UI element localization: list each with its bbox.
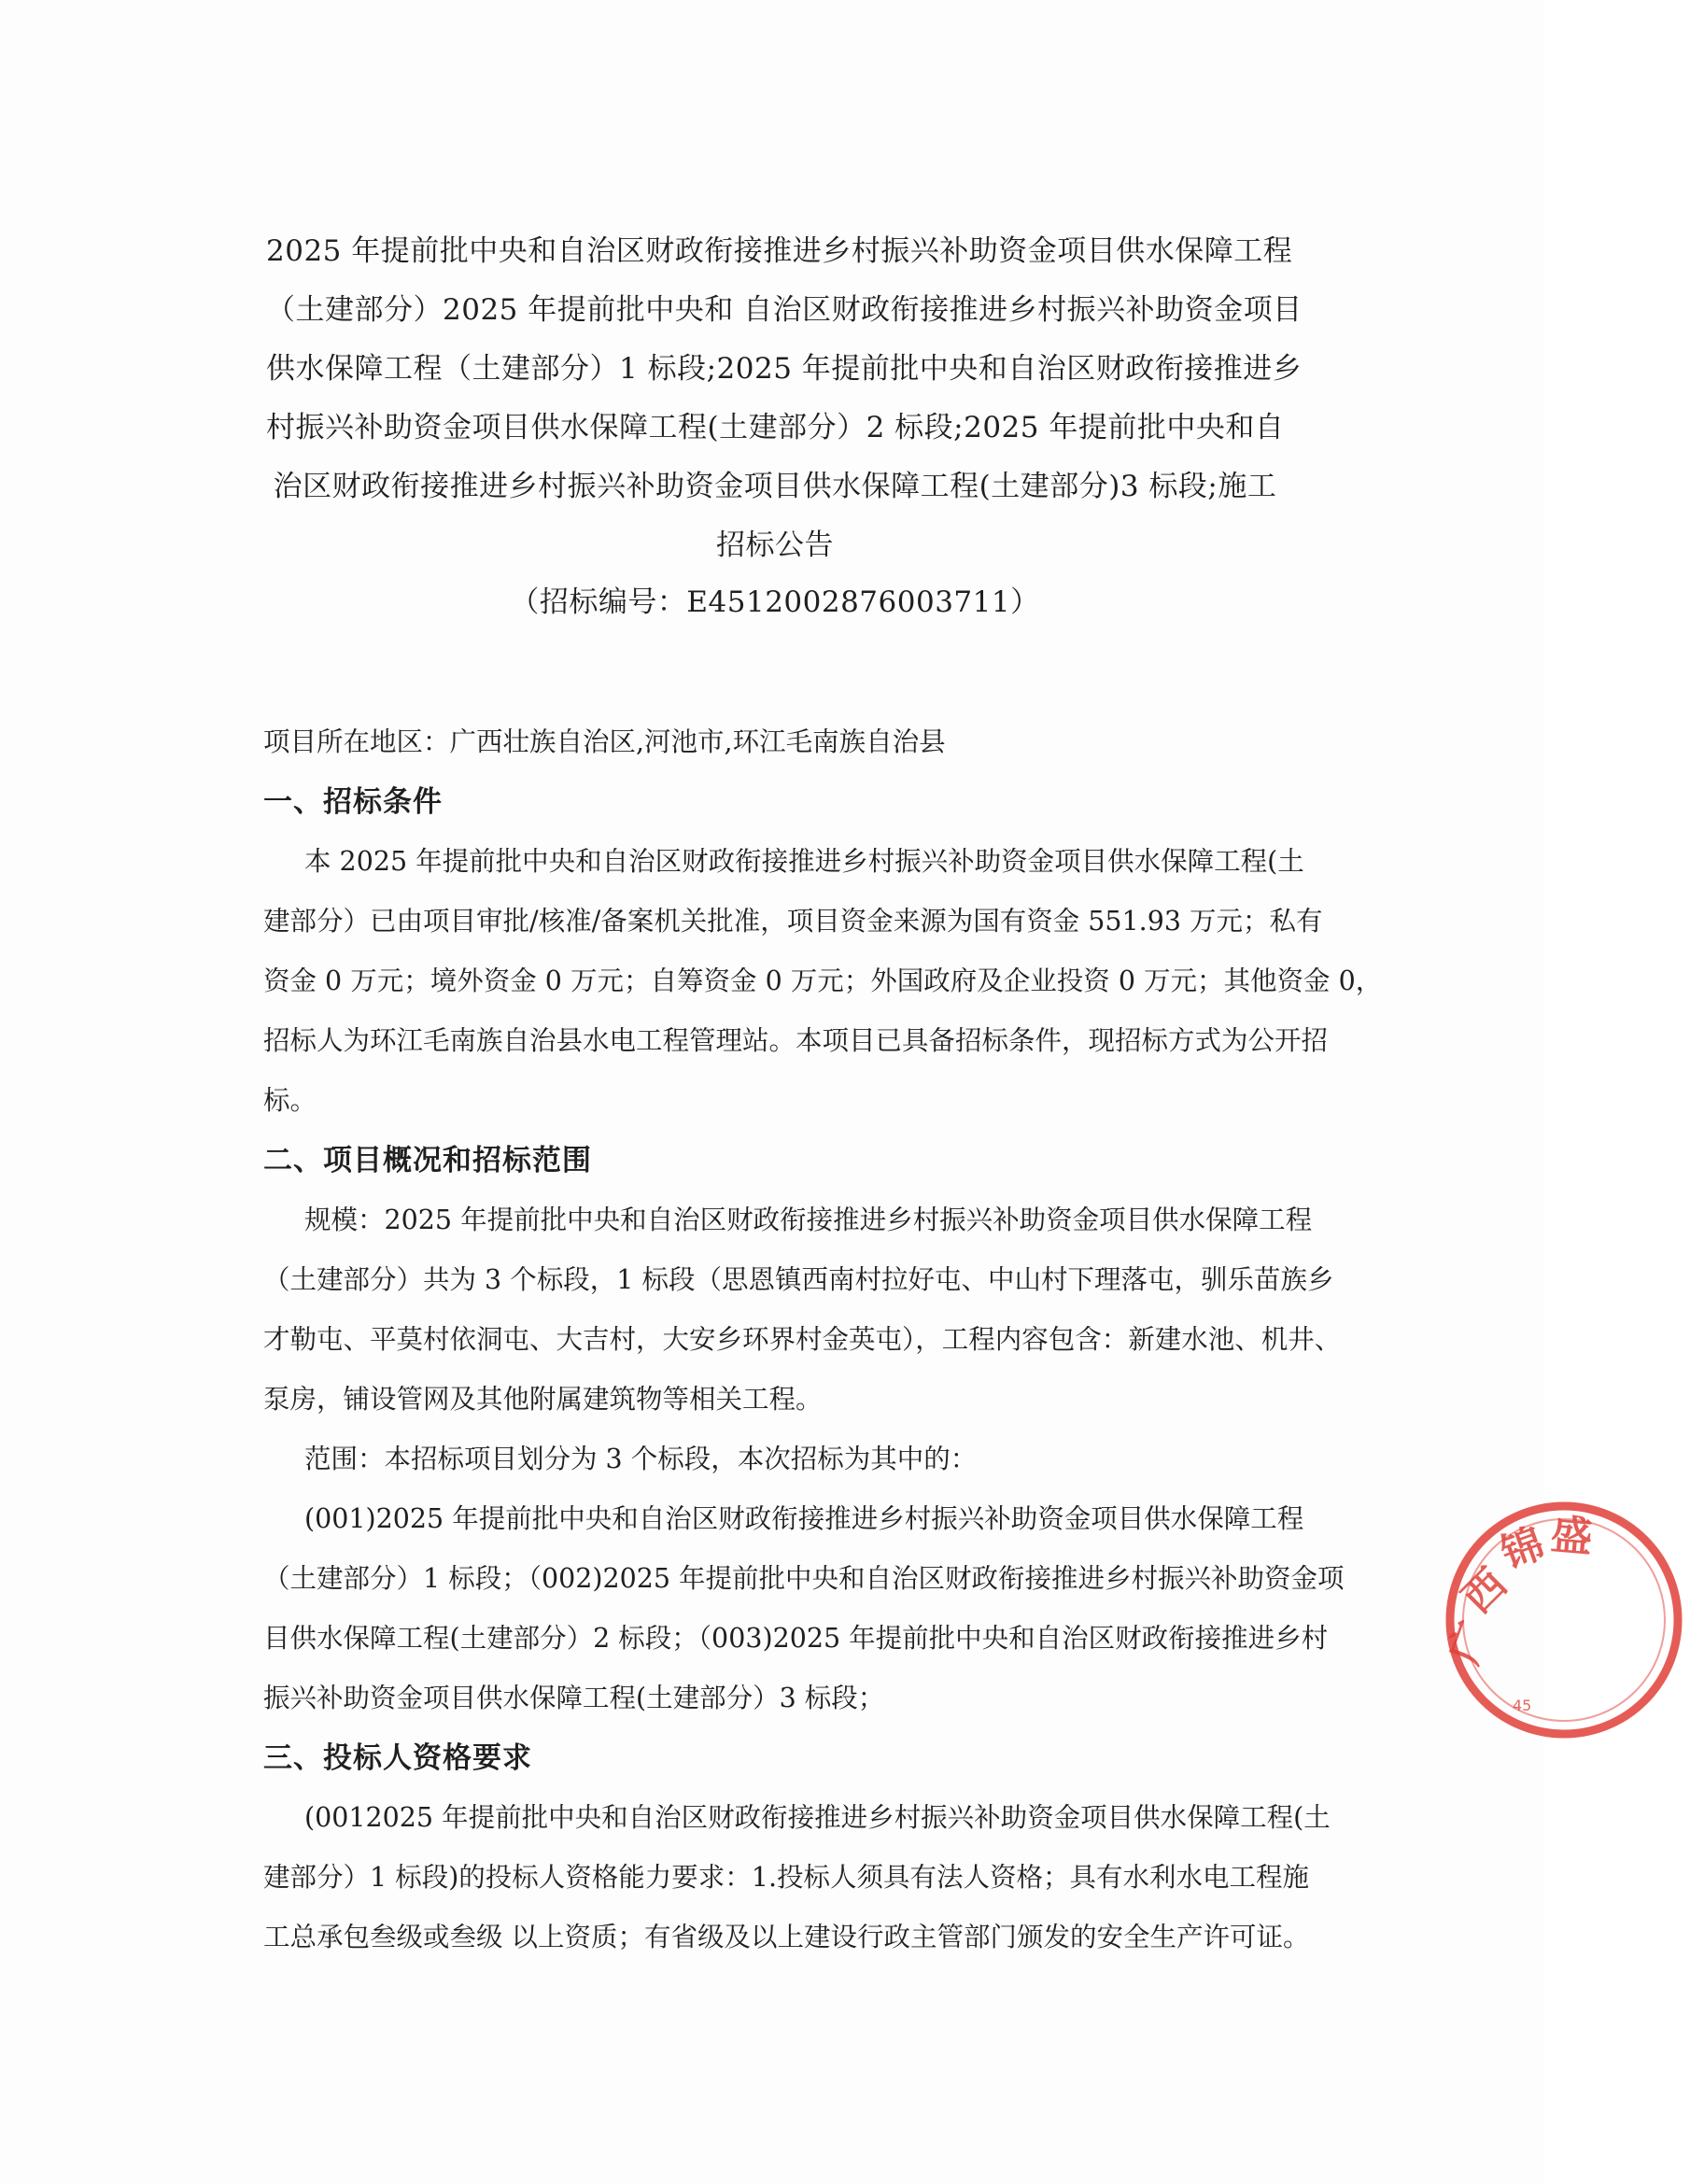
paragraph-line: 招标人为环江毛南族自治县水电工程管理站。本项目已具备招标条件，现招标方式为公开招 — [263, 1025, 1329, 1056]
section-heading-1: 一、招标条件 — [263, 785, 443, 819]
paragraph-line: 本 2025 年提前批中央和自治区财政衔接推进乡村振兴补助资金项目供水保障工程(土 — [304, 846, 1304, 877]
title-line: 治区财政衔接推进乡村振兴补助资金项目供水保障工程(土建部分)3 标段;施工 — [273, 470, 1277, 503]
title-line: 供水保障工程（土建部分）1 标段;2025 年提前批中央和自治区财政衔接推进乡 — [266, 352, 1303, 386]
paragraph-line: 建部分）1 标段)的投标人资格能力要求：1.投标人须具有法人资格；具有水利水电工程施 — [263, 1862, 1310, 1893]
title-line: 招标公告 — [716, 528, 834, 562]
announcement-title — [266, 222, 1303, 575]
paragraph-line: 标。 — [263, 1085, 317, 1116]
paragraph-line: (0012025 年提前批中央和自治区财政衔接推进乡村振兴补助资金项目供水保障工程(土 — [304, 1802, 1331, 1833]
project-location: 项目所在地区：广西壮族自治区,河池市,环江毛南族自治县 — [263, 726, 946, 757]
paragraph-line: 目供水保障工程(土建部分）2 标段；（003)2025 年提前批中央和自治区财政衔接推进乡村 — [263, 1623, 1329, 1654]
paragraph-line: 振兴补助资金项目供水保障工程(土建部分）3 标段； — [263, 1683, 885, 1713]
paragraph-line: （土建部分）1 标段；（002)2025 年提前批中央和自治区财政衔接推进乡村振兴补助资金项 — [263, 1563, 1345, 1594]
svg-text:锦: 锦 — [1495, 1519, 1551, 1579]
paragraph-line: 工总承包叁级或叁级 以上资质；有省级及以上建设行政主管部门颁发的安全生产许可证。 — [263, 1922, 1310, 1952]
svg-text:45: 45 — [1513, 1697, 1532, 1714]
paragraph-line: 建部分）已由项目审批/核准/备案机关批准，项目资金来源为国有资金 551.93 万元；私有 — [263, 906, 1323, 937]
document-body — [263, 712, 1383, 1967]
section-heading-2: 二、项目概况和招标范围 — [263, 1144, 592, 1177]
bid-number: （招标编号：E4512002876003711） — [510, 585, 1040, 619]
paragraph-line: 才勒屯、平莫村依洞屯、大吉村，大安乡环界村金英屯），工程内容包含：新建水池、机井、 — [263, 1324, 1342, 1355]
section-heading-3: 三、投标人资格要求 — [263, 1741, 532, 1775]
title-line: 2025 年提前批中央和自治区财政衔接推进乡村振兴补助资金项目供水保障工程 — [266, 234, 1293, 268]
svg-text:盛: 盛 — [1549, 1511, 1595, 1562]
paragraph-line: 规模：2025 年提前批中央和自治区财政衔接推进乡村振兴补助资金项目供水保障工程 — [304, 1205, 1313, 1235]
svg-text:西: 西 — [1453, 1559, 1516, 1623]
svg-text:广: 广 — [1440, 1614, 1500, 1670]
paragraph-line: (001)2025 年提前批中央和自治区财政衔接推进乡村振兴补助资金项目供水保障工程 — [304, 1503, 1304, 1534]
paragraph-line: 泵房，铺设管网及其他附属建筑物等相关工程。 — [263, 1384, 823, 1415]
paragraph-line: 资金 0 万元；境外资金 0 万元；自筹资金 0 万元；外国政府及企业投资 0 万元；其他资金 0， — [263, 965, 1383, 996]
title-line: （土建部分）2025 年提前批中央和 自治区财政衔接推进乡村振兴补助资金项目 — [266, 293, 1303, 327]
paragraph-line: 范围：本招标项目划分为 3 个标段，本次招标为其中的： — [304, 1444, 978, 1474]
title-line: 村振兴补助资金项目供水保障工程(土建部分）2 标段;2025 年提前批中央和自 — [266, 411, 1285, 444]
company-seal — [1438, 1494, 1690, 1746]
paragraph-line: （土建部分）共为 3 个标段，1 标段（思恩镇西南村拉好屯、中山村下理落屯，驯乐苗族乡 — [263, 1264, 1334, 1295]
